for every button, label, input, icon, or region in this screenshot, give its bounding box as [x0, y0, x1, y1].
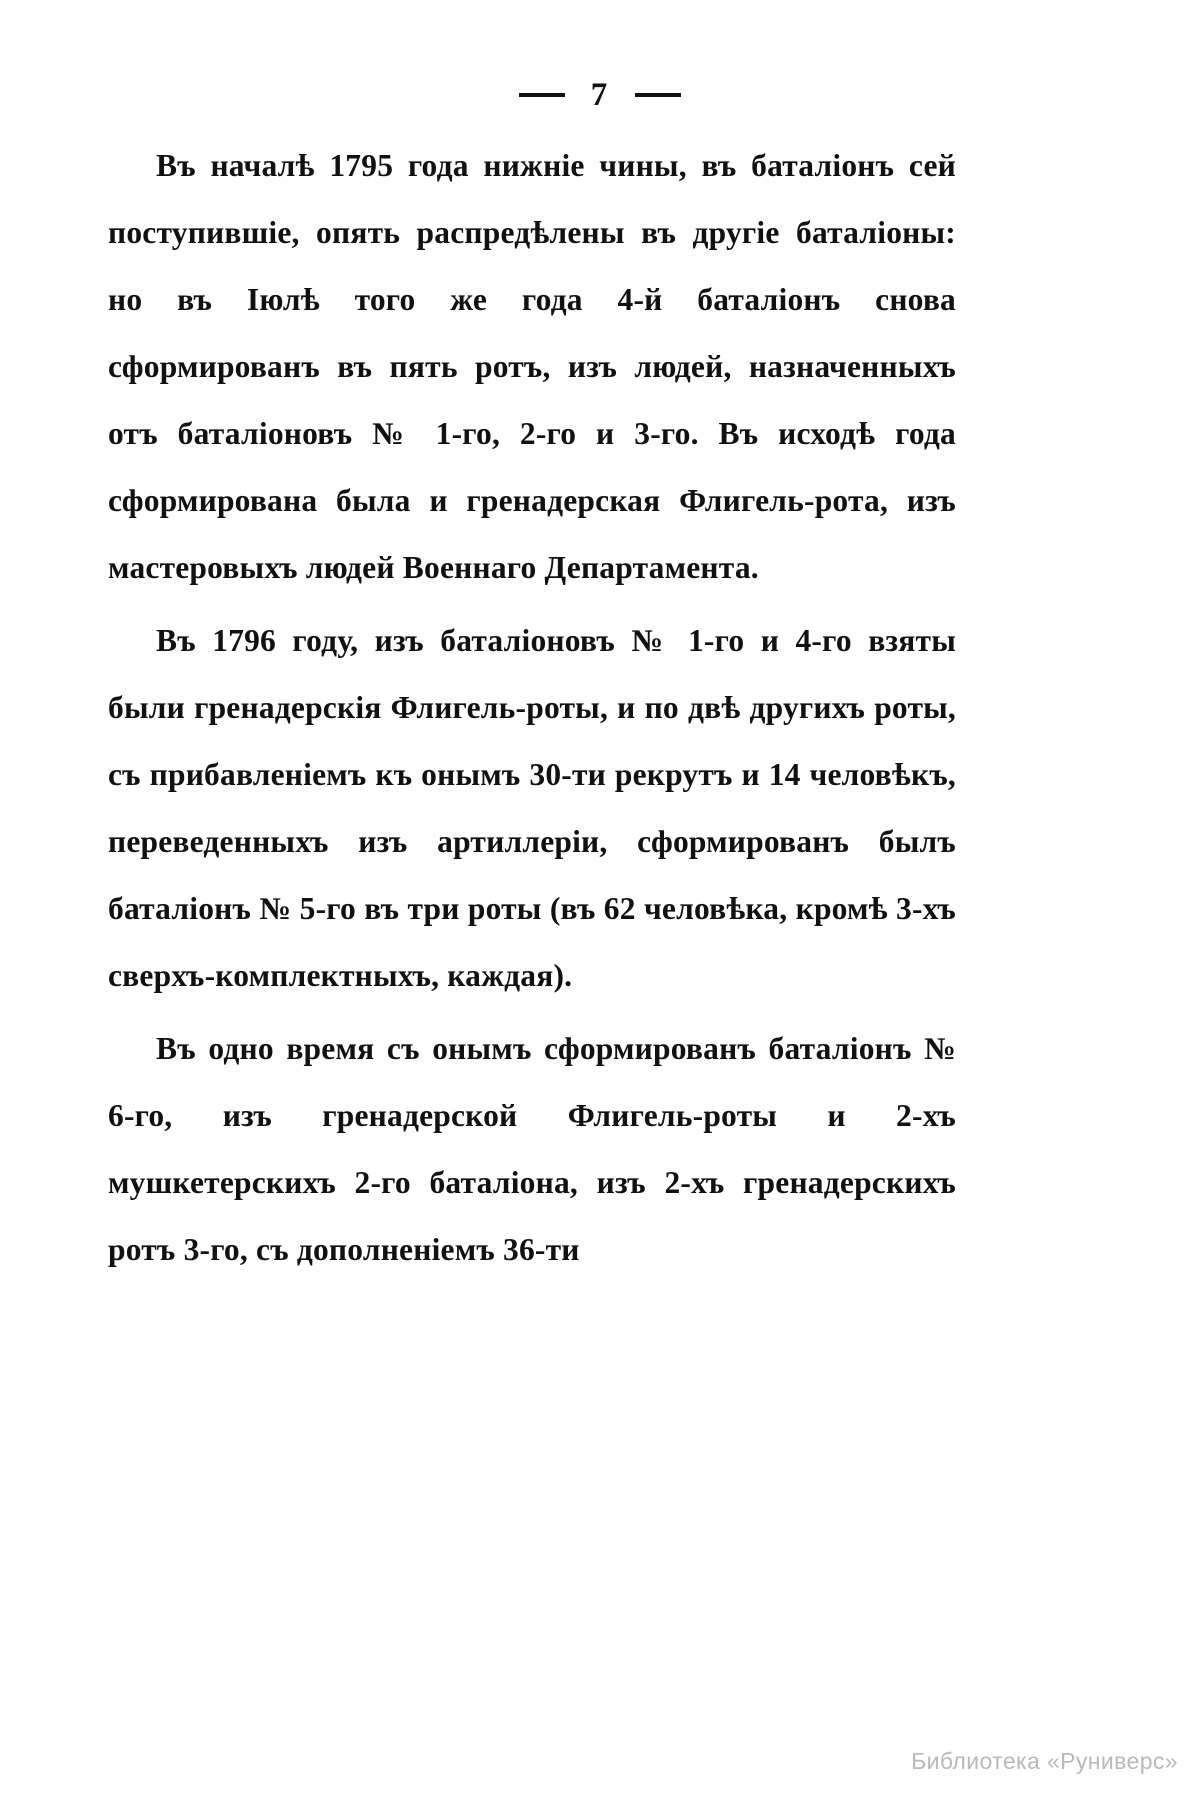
library-watermark: Библиотека «Руниверс» — [911, 1748, 1178, 1774]
paragraph-1795 — [108, 132, 956, 601]
paragraph-text: Въ одно время съ онымъ сформированъ баталіонъ № 6-го, изъ гренадерской Флигель-роты и 2-хъ мушкетерскихъ 2-го баталіона, изъ 2-хъ гренадерскихъ ротъ 3-го, съ дополненіемъ 36-ти — [108, 1031, 956, 1267]
page-header — [0, 74, 1200, 114]
page-number: 7 — [590, 76, 610, 113]
page-body — [108, 132, 956, 1289]
paragraph-text: Въ началѣ 1795 года нижніе чины, въ баталіонъ сей поступившіе, опять распредѣлены въ другіе баталіоны: но въ Іюлѣ того же года 4-й баталіонъ снова сформированъ въ пять ротъ, изъ людей, назначенныхъ отъ баталіоновъ № 1-го, 2-го и 3-го. Въ исходѣ года сформирована была и гренадерская Флигель-рота, изъ мастеровыхъ людей Военнаго Департамента. — [108, 148, 956, 585]
paragraph-text: Въ 1796 году, изъ баталіоновъ № 1-го и 4-го взяты были гренадерскія Флигель-роты, и по двѣ другихъ роты, съ прибавленіемъ къ онымъ 30-ти рекрутъ и 14 человѣкъ, переведенныхъ изъ артиллеріи, сформированъ былъ баталіонъ № 5-го въ три роты (въ 62 человѣка, кромѣ 3-хъ сверхъ-комплектныхъ, каждая). — [108, 623, 956, 993]
paragraph-bat6 — [108, 1015, 956, 1283]
header-rule-left — [519, 93, 565, 97]
header-rule-right — [635, 93, 681, 97]
paragraph-1796 — [108, 607, 956, 1009]
